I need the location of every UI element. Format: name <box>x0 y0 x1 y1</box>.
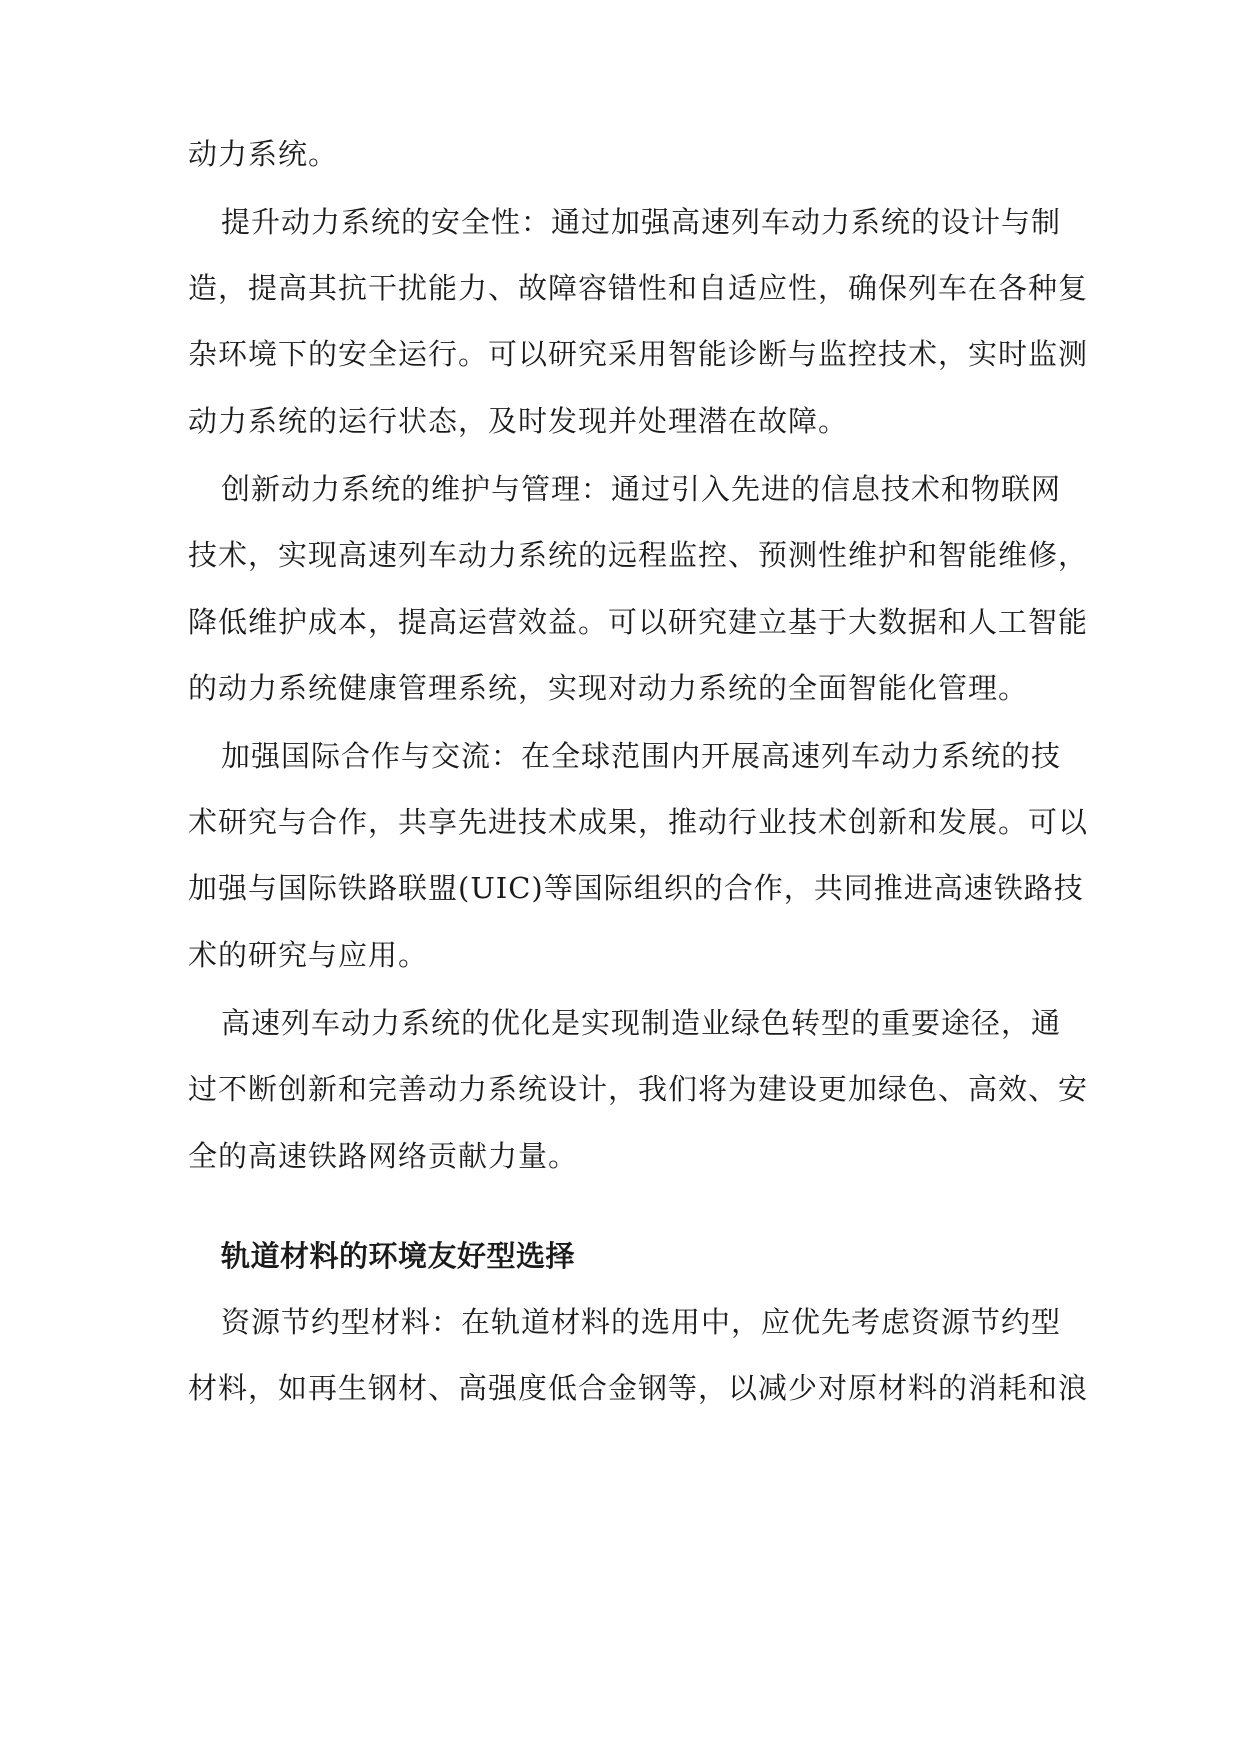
text-line: 杂环境下的安全运行。可以研究采用智能诊断与监控技术，实时监测 <box>188 337 1089 371</box>
text-line: 术的研究与应用。 <box>188 938 429 972</box>
text-line: 技术，实现高速列车动力系统的远程监控、预测性维护和智能维修， <box>188 538 1089 572</box>
text-line: 造，提高其抗干扰能力、故障容错性和自适应性，确保列车在各种复 <box>188 271 1089 305</box>
paragraph-first-line: 创新动力系统的维护与管理：通过引入先进的信息技术和物联网 <box>221 472 1062 506</box>
paragraph-first-line: 高速列车动力系统的优化是实现制造业绿色转型的重要途径，通 <box>221 1006 1062 1040</box>
paragraph-first-line: 加强国际合作与交流：在全球范围内开展高速列车动力系统的技 <box>221 739 1062 773</box>
section-heading: 轨道材料的环境友好型选择 <box>221 1239 576 1273</box>
text-line: 的动力系统健康管理系统，实现对动力系统的全面智能化管理。 <box>188 671 1029 705</box>
text-line: 加强与国际铁路联盟(UIC)等国际组织的合作，共同推进高速铁路技 <box>188 871 1084 905</box>
text-line: 动力系统。 <box>188 137 339 171</box>
text-line: 过不断创新和完善动力系统设计，我们将为建设更加绿色、高效、安 <box>188 1072 1089 1106</box>
text-line: 全的高速铁路网络贡献力量。 <box>188 1139 579 1173</box>
text-line: 降低维护成本，提高运营效益。可以研究建立基于大数据和人工智能 <box>188 605 1089 639</box>
text-line: 术研究与合作，共享先进技术成果，推动行业技术创新和发展。可以 <box>188 805 1089 839</box>
text-line: 材料，如再生钢材、高强度低合金钢等，以减少对原材料的消耗和浪 <box>188 1371 1089 1405</box>
paragraph-first-line: 资源节约型材料：在轨道材料的选用中，应优先考虑资源节约型 <box>221 1305 1062 1339</box>
text-line: 动力系统的运行状态，及时发现并处理潜在故障。 <box>188 404 849 438</box>
paragraph-first-line: 提升动力系统的安全性：通过加强高速列车动力系统的设计与制 <box>221 205 1062 239</box>
